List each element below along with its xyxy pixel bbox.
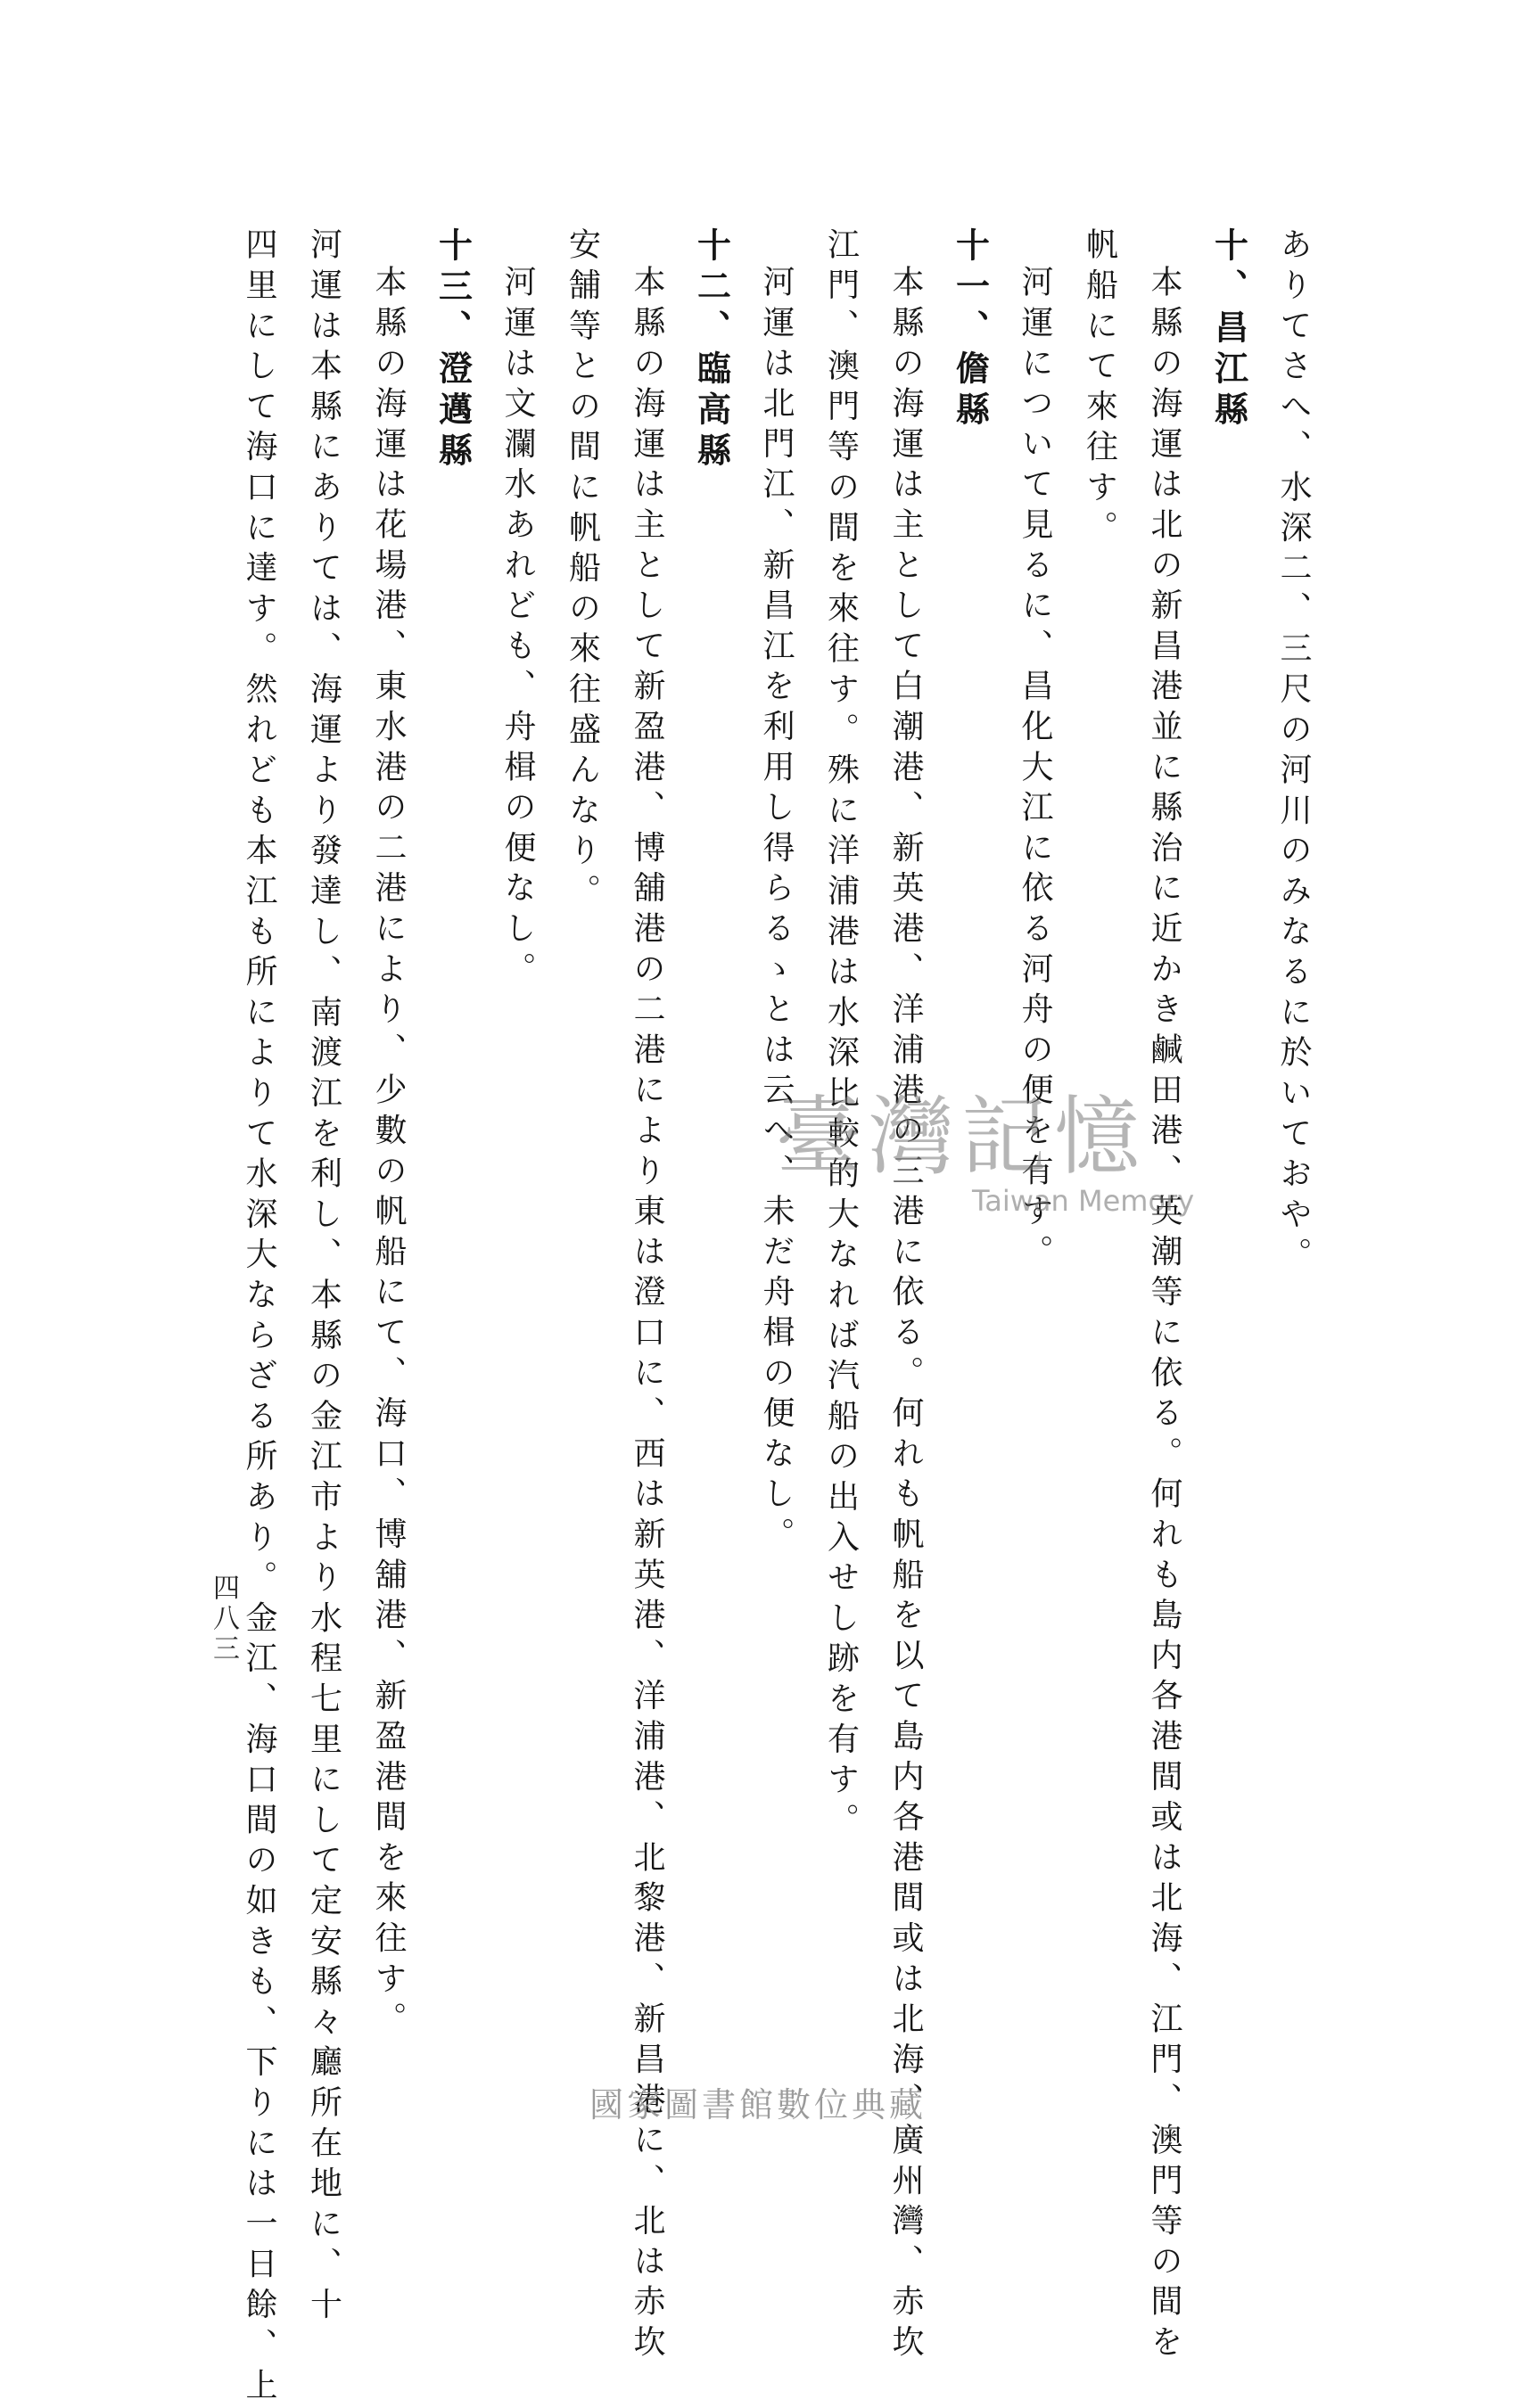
- page-number: 四八三: [208, 1574, 239, 1664]
- text-column: ありてさへ、水深二、三尺の河川のみなるに於いておや。: [1275, 227, 1312, 1278]
- section-heading: 十二、臨高縣: [691, 227, 732, 473]
- footer-caption: 國家圖書館數位典藏: [589, 2085, 927, 2124]
- section-heading: 十三、澄邁縣: [433, 227, 474, 473]
- section-heading: 十、昌江縣: [1208, 227, 1249, 432]
- text-column: 本縣の海運は主として白潮港、新英港、洋浦港の三港に依る。何れも帆船を以て島内各港間或は北海、廣州灣、赤坎: [887, 265, 924, 2365]
- text-column: 帆船にて來往す。: [1081, 227, 1118, 551]
- text-column: 本縣の海運は花場港、東水港の二港により、少數の帆船にて、海口、博舖港、新盈港間を來往す。: [370, 265, 407, 2042]
- section-heading: 十一、儋縣: [950, 227, 991, 432]
- text-column: 河運は文瀾水あれども、舟楫の便なし。: [499, 265, 536, 992]
- text-column: 本縣の海運は北の新昌港並に縣治に近かき鹹田港、英潮等に依る。何れも島内各港間或は北海、江門、澳門等の間を: [1146, 265, 1182, 2365]
- text-column: 河運について見るに、昌化大江に依る河舟の便を有す。: [1017, 265, 1053, 1275]
- text-column: 安舗等との間に帆船の來往盛んなり。: [564, 227, 601, 915]
- watermark-subtitle: Taiwan Memory: [972, 1184, 1195, 1218]
- watermark-logo: [776, 1088, 1240, 1221]
- text-column: 本縣の海運は主として新盈港、博舖港の二港により東は澄口に、西は新英港、洋浦港、北黎港、新昌港に、北は赤坎: [629, 265, 665, 2365]
- text-column: 四里にして海口に達す。然れども本江も所によりて水深大ならざる所あり。金江、海口間の如きも、下りには一日餘、上: [241, 227, 277, 2408]
- text-column: 江門、澳門等の間を來往す。殊に洋浦港は水深比較的大なれば汽船の出入せし跡を有す。: [822, 227, 860, 1843]
- text-column: 河運は北門江、新昌江を利用し得らるゝとは云へ、未だ舟楫の便なし。: [758, 265, 795, 1557]
- text-column: 河運は本縣にありては、海運より發達し、南渡江を利し、本縣の金江市より水程七里にして定安縣々廳所在地に、十: [305, 227, 342, 2328]
- watermark-title: 臺灣記憶: [776, 1087, 1147, 1187]
